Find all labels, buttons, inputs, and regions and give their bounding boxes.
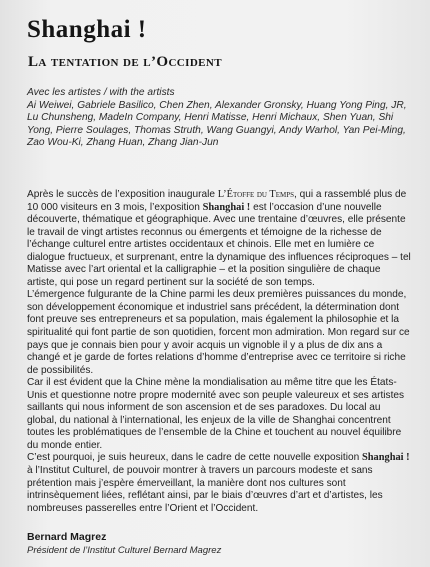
artists-list: Ai Weiwei, Gabriele Basilico, Chen Zhen, Alexander Gronsky, Huang Yong Ping, JR, Lu Chunsheng, MadeIn Company, Henri Matisse, Henri Michaux, Shen Yuan, Shi Yong, Pierre Soulages, Thomas Struth, Wang Guangyi, Andy Warhol, Yan Pei-Ming, Zao Wou-Ki, Zhang Huan, Zhang Jian-Jun bbox=[27, 99, 407, 149]
paragraph-4 bbox=[27, 452, 412, 515]
artists-block bbox=[27, 87, 412, 150]
paragraph-1-text-a: Après le succès de l’exposition inaugurale bbox=[27, 189, 218, 200]
body-text bbox=[27, 189, 412, 515]
signature-role: Président de l’Institut Culturel Bernard Magrez bbox=[27, 545, 222, 556]
exhibition-name-shanghai: Shanghai ! bbox=[202, 201, 251, 213]
paragraph-3: Car il est évident que la Chine mène la mondialisation au même titre que les États-Unis et questionne notre propre modernité avec son peuple valeureux et ses artistes saillants qui nous informent de son ascension et de ses paradoxes. Du local au global, du national à l’international, les enjeux de la ville de Shanghai concentrent toutes les problématiques de l’ensemble de la Chine et touchent au nouvel équilibre du monde entier. bbox=[27, 377, 405, 451]
paragraph-1-text-b: , qui a rassemblé plus de 10 000 visiteurs en 3 mois, l’exposition bbox=[27, 189, 407, 213]
paragraph-4-text-a: C’est pourquoi, je suis heureux, dans le cadre de cette nouvelle exposition bbox=[27, 452, 362, 464]
paragraph-2: L’émergence fulgurante de la Chine parmi les deux premières puissances du monde, son développement économique et industriel sans précédent, la détermination dont font preuve ses entrepreneurs et sa population, mais également la philosophie et la spiritualité qui font partie de son quotidien, forcent mon admiration. Mon regard sur ce pays que je connais bien pour y avoir acquis un vignoble il y a plus de dix ans a changé et je garde de fortes relations d’homme d’entreprise avec ce territoire si riche de possibilités. bbox=[27, 289, 410, 376]
exhibition-name-shanghai-2: Shanghai ! bbox=[361, 452, 410, 464]
exhibition-name-etoffe: L’Étoffe du Temps bbox=[217, 189, 294, 200]
page-title: Shanghai ! bbox=[27, 16, 147, 43]
page-subtitle: La tentation de l’Occident bbox=[28, 54, 222, 70]
paragraph-1-text-c: est l’occasion d’une nouvelle découverte, thématique et géographique. Avec une trentaine d’œuvres, elle présente le travail de vingt artistes reconnus ou émergents et témoigne de la richesse de l’échange culturel entre artistes occidentaux et chinois. Elle met en lumière ce dialogue fructueux, et surprenant, entre la dynamique des influences réciproques – tel Matisse avec l’art oriental et la calligraphie – et la position singulière de chaque artiste, qui pose un regard pertinent sur la société de son temps. bbox=[27, 201, 411, 288]
signature-name: Bernard Magrez bbox=[27, 531, 107, 543]
paragraph-1 bbox=[27, 189, 412, 289]
artists-intro: Avec les artistes / with the artists bbox=[27, 87, 175, 98]
paragraph-4-text-b: à l’Institut Culturel, de pouvoir montrer à travers un parcours modeste et sans prétention mais j’espère émerveillant, la manière dont nos cultures sont intrinsèquement liées, reflétant ainsi, par le biais d’œuvres d’art et d’artistes, les nombreuses passerelles entre l’Orient et l’Occident. bbox=[27, 465, 383, 514]
